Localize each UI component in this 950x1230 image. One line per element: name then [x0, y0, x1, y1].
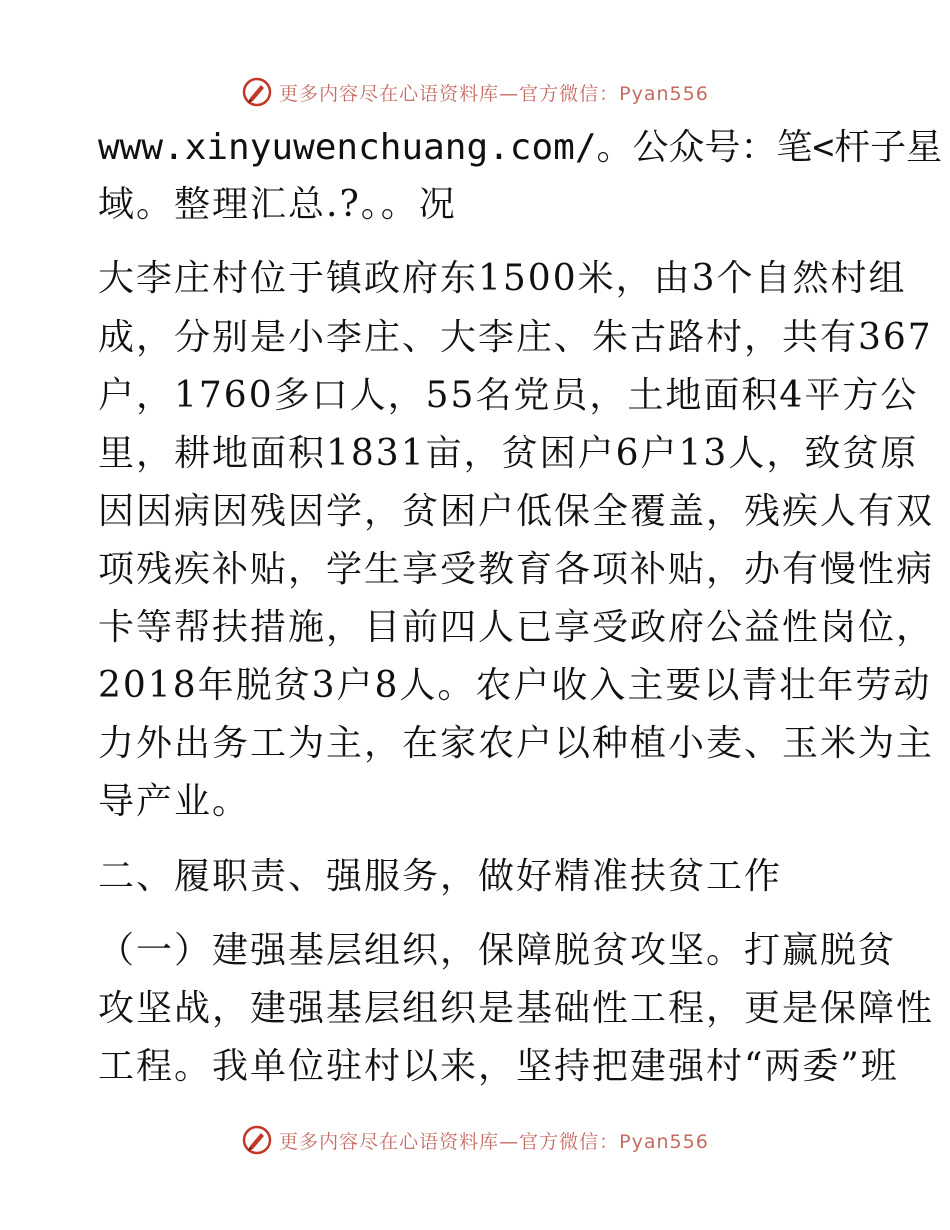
header-banner	[0, 72, 950, 112]
pen-logo-icon	[241, 1124, 273, 1156]
document-line: 工程。我单位驻村以来，坚持把建强村“两委”班	[98, 1046, 899, 1087]
document-line: 力外出务工为主，在家农户以种植小麦、玉米为主	[98, 723, 935, 764]
pen-logo-icon	[241, 76, 273, 108]
document-line: 攻坚战，建强基层组织是基础性工程，更是保障性	[98, 988, 935, 1029]
header-banner-text: 更多内容尽在心语资料库—官方微信：Pyan556	[279, 82, 709, 105]
document-line: 大李庄村位于镇政府东1500米，由3个自然村组	[98, 258, 907, 299]
document-line: 成，分别是小李庄、大李庄、朱古路村，共有367	[98, 317, 933, 358]
document-line: 户，1760多口人，55名党员，土地面积4平方公	[98, 375, 919, 416]
document-line: 2018年脱贫3户8人。农户收入主要以青壮年劳动	[98, 665, 932, 706]
section-heading: 二、履职责、强服务，做好精准扶贫工作	[98, 856, 783, 897]
document-line: 项残疾补贴，学生享受教育各项补贴，办有慢性病	[98, 549, 935, 590]
footer-banner-text: 更多内容尽在心语资料库—官方微信：Pyan556	[279, 1130, 709, 1153]
document-line: （一）建强基层组织，保障脱贫攻坚。打赢脱贫	[98, 930, 897, 971]
document-line: 因因病因残因学，贫困户低保全覆盖，残疾人有双	[98, 491, 935, 532]
document-line: 域。整理汇总.?。。况	[98, 184, 457, 225]
document-line: 卡等帮扶措施，目前四人已享受政府公益性岗位，	[98, 607, 935, 648]
document-line: www.xinyuwenchuang.com/。公众号：笔<杆子星	[98, 127, 943, 168]
document-line: 导产业。	[98, 781, 251, 822]
footer-banner	[0, 1120, 950, 1160]
document-line: 里，耕地面积1831亩，贫困户6户13人，致贫原	[98, 433, 919, 474]
